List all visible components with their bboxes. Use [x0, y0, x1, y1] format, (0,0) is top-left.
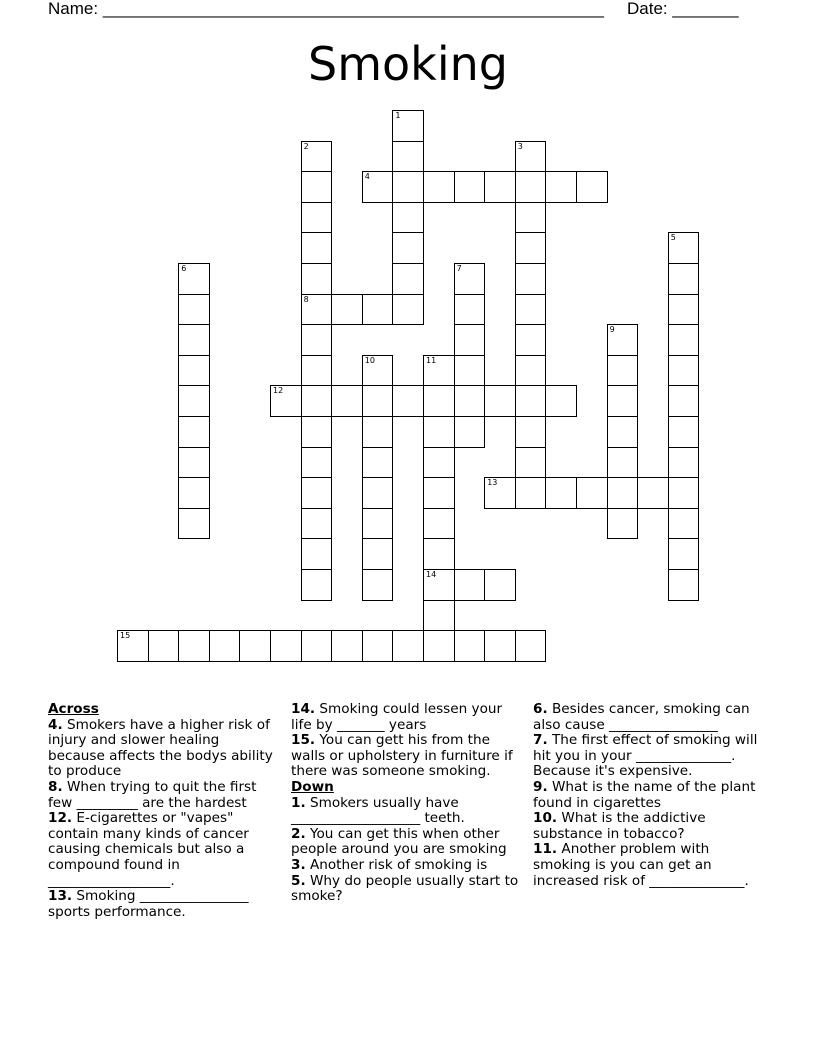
name-blank: _____________________________________________________ — [102, 0, 604, 18]
clue-text: Another risk of smoking is — [305, 856, 488, 873]
clue-number: 2. — [291, 825, 306, 842]
grid-cell[interactable] — [301, 385, 333, 417]
grid-cell[interactable] — [301, 355, 333, 387]
grid-cell[interactable] — [454, 630, 486, 662]
clue-number: 14. — [291, 701, 316, 717]
grid-cell[interactable] — [117, 630, 149, 662]
cell-number: 6 — [181, 264, 187, 273]
grid-cell[interactable] — [515, 171, 547, 203]
clue-text: The first effect of smoking will hit you in your ______________. Because it's expensive. — [533, 732, 758, 780]
grid-cell[interactable] — [637, 477, 669, 509]
grid-cell[interactable] — [515, 447, 547, 479]
grid-cell[interactable] — [301, 232, 333, 264]
grid-cell[interactable] — [484, 171, 516, 203]
grid-cell[interactable] — [668, 447, 700, 479]
across-clue-8 — [48, 780, 276, 811]
grid-cell[interactable] — [484, 385, 516, 417]
grid-cell[interactable] — [454, 569, 486, 601]
down-clue-3 — [291, 858, 519, 874]
grid-cell[interactable] — [362, 416, 394, 448]
grid-cell[interactable] — [545, 171, 577, 203]
clue-text: Smoking ________________ sports performance. — [48, 888, 249, 920]
cell-number: 9 — [609, 325, 615, 335]
clue-number: 11. — [533, 841, 558, 858]
grid-cell[interactable] — [178, 416, 210, 448]
grid-cell[interactable] — [301, 324, 333, 356]
clue-number: 5. — [291, 872, 306, 889]
grid-cell[interactable] — [362, 538, 394, 570]
grid-cell[interactable] — [515, 294, 547, 326]
puzzle-title: Smoking — [308, 37, 508, 91]
grid-cell[interactable] — [454, 416, 486, 448]
clue-text: You can get this when other people around you are smoking — [291, 825, 507, 858]
clue-text: When trying to quit the first few _________ are the hardest — [48, 778, 257, 811]
grid-cell[interactable] — [178, 508, 210, 540]
down-clue-10 — [533, 811, 761, 842]
grid-cell[interactable] — [423, 569, 455, 601]
grid-cell[interactable] — [362, 630, 394, 662]
grid-cell[interactable] — [301, 416, 333, 448]
grid-cell[interactable] — [423, 416, 455, 448]
clue-text: Smokers usually have ___________________ teeth. — [291, 794, 465, 827]
cell-number: 12 — [273, 386, 284, 396]
name-label: Name: — [48, 0, 99, 18]
grid-cell[interactable] — [331, 294, 363, 326]
clue-number: 4. — [48, 716, 63, 733]
grid-cell[interactable] — [668, 508, 700, 540]
clue-text: Besides cancer, smoking can also cause ________________ — [533, 701, 750, 733]
grid-cell[interactable] — [362, 569, 394, 601]
cell-number: 11 — [426, 355, 437, 365]
grid-cell[interactable] — [515, 324, 547, 356]
grid-cell[interactable] — [270, 630, 302, 662]
clue-number: 12. — [48, 810, 73, 827]
grid-cell[interactable] — [668, 324, 700, 356]
grid-cell[interactable] — [301, 447, 333, 479]
clues-column-2 — [291, 702, 519, 905]
grid-cell[interactable] — [576, 477, 608, 509]
clues-column-3 — [533, 702, 761, 889]
grid-cell[interactable] — [301, 630, 333, 662]
grid-cell[interactable] — [668, 263, 700, 295]
grid-cell[interactable] — [668, 294, 700, 326]
grid-cell[interactable] — [484, 630, 516, 662]
grid-cell[interactable] — [484, 569, 516, 601]
grid-cell[interactable] — [423, 171, 455, 203]
grid-cell[interactable] — [454, 385, 486, 417]
clue-number: 3. — [291, 856, 306, 873]
grid-cell[interactable] — [362, 477, 394, 509]
down-clue-2 — [291, 827, 519, 858]
cell-number: 13 — [487, 478, 498, 488]
grid-cell[interactable] — [178, 447, 210, 479]
grid-cell[interactable] — [362, 385, 394, 417]
grid-cell[interactable] — [607, 355, 639, 387]
grid-cell[interactable] — [392, 630, 424, 662]
down-heading: Down — [291, 778, 334, 795]
grid-cell[interactable] — [239, 630, 271, 662]
grid-cell[interactable] — [454, 294, 486, 326]
clue-text: Why do people usually start to smoke? — [291, 872, 519, 905]
down-clue-6 — [533, 702, 761, 733]
grid-cell[interactable] — [515, 355, 547, 387]
grid-cell[interactable] — [301, 538, 333, 570]
grid-cell[interactable] — [362, 508, 394, 540]
grid-cell[interactable] — [301, 294, 333, 326]
grid-cell[interactable] — [392, 294, 424, 326]
grid-cell[interactable] — [301, 508, 333, 540]
grid-cell[interactable] — [607, 385, 639, 417]
grid-cell[interactable] — [301, 171, 333, 203]
grid-cell[interactable] — [362, 171, 394, 203]
grid-cell[interactable] — [515, 202, 547, 234]
grid-cell[interactable] — [178, 477, 210, 509]
grid-cell[interactable] — [454, 355, 486, 387]
grid-cell[interactable] — [392, 110, 424, 142]
grid-cell[interactable] — [454, 263, 486, 295]
grid-cell[interactable] — [423, 630, 455, 662]
grid-cell[interactable] — [301, 263, 333, 295]
clue-number: 15. — [291, 732, 316, 749]
grid-cell[interactable] — [392, 385, 424, 417]
grid-cell[interactable] — [515, 263, 547, 295]
grid-cell[interactable] — [331, 385, 363, 417]
clue-text: What is the name of the plant found in cigarettes — [533, 778, 756, 811]
cell-number: 7 — [456, 264, 462, 273]
grid-cell[interactable] — [209, 630, 241, 662]
down-clue-9 — [533, 780, 761, 811]
clue-text: Another problem with smoking is you can get an increased risk of ______________. — [533, 841, 749, 889]
clue-number: 1. — [291, 794, 306, 811]
clue-text: Smokers have a higher risk of injury and slower healing because affects the bodys ability to produce — [48, 716, 273, 780]
clue-number: 7. — [533, 732, 548, 749]
grid-cell[interactable] — [454, 171, 486, 203]
cell-number: 5 — [670, 233, 676, 243]
cell-number: 10 — [364, 355, 375, 365]
clue-number: 6. — [533, 701, 548, 717]
down-clue-1 — [291, 796, 519, 827]
grid-cell[interactable] — [362, 294, 394, 326]
grid-cell[interactable] — [515, 385, 547, 417]
down-clue-11 — [533, 842, 761, 889]
down-clue-5 — [291, 874, 519, 905]
grid-cell[interactable] — [454, 324, 486, 356]
grid-cell[interactable] — [484, 477, 516, 509]
date-label: Date: — [627, 0, 668, 18]
grid-cell[interactable] — [668, 232, 700, 264]
grid-cell[interactable] — [301, 477, 333, 509]
grid-cell[interactable] — [515, 416, 547, 448]
grid-cell[interactable] — [515, 477, 547, 509]
grid-cell[interactable] — [178, 263, 210, 295]
across-clue-4 — [48, 718, 276, 780]
grid-cell[interactable] — [607, 508, 639, 540]
cell-number: 15 — [120, 631, 131, 641]
cell-number: 14 — [426, 570, 437, 579]
clue-text: Smoking could lessen your life by _______ years — [291, 701, 503, 733]
grid-cell[interactable] — [515, 630, 547, 662]
across-heading: Across — [48, 701, 99, 717]
grid-cell[interactable] — [668, 569, 700, 601]
down-clue-7 — [533, 733, 761, 780]
cell-number: 2 — [303, 141, 309, 151]
grid-cell[interactable] — [392, 202, 424, 234]
grid-cell[interactable] — [392, 263, 424, 295]
grid-cell[interactable] — [668, 477, 700, 509]
grid-cell[interactable] — [607, 447, 639, 479]
grid-cell[interactable] — [423, 477, 455, 509]
grid-cell[interactable] — [423, 447, 455, 479]
name-field[interactable] — [48, 0, 604, 18]
grid-cell[interactable] — [301, 569, 333, 601]
grid-cell[interactable] — [668, 385, 700, 417]
date-field[interactable] — [627, 0, 739, 18]
cell-number: 1 — [395, 111, 401, 120]
cell-number: 4 — [364, 172, 370, 182]
grid-cell[interactable] — [392, 141, 424, 173]
grid-cell[interactable] — [668, 538, 700, 570]
clue-text: What is the addictive substance in tobacco? — [533, 810, 706, 842]
grid-cell[interactable] — [668, 355, 700, 387]
grid-cell[interactable] — [423, 385, 455, 417]
clue-number: 10. — [533, 810, 558, 827]
grid-cell[interactable] — [301, 202, 333, 234]
grid-cell[interactable] — [362, 355, 394, 387]
clues-column-1 — [48, 702, 276, 920]
grid-cell[interactable] — [545, 477, 577, 509]
grid-cell[interactable] — [423, 538, 455, 570]
across-clue-12 — [48, 811, 276, 889]
grid-cell[interactable] — [392, 171, 424, 203]
date-blank: _______ — [672, 0, 739, 18]
grid-cell[interactable] — [178, 294, 210, 326]
across-clue-14 — [291, 702, 519, 733]
cell-number: 3 — [517, 141, 523, 151]
grid-cell[interactable] — [270, 385, 302, 417]
clue-text: E-cigarettes or "vapes" contain many kinds of cancer causing chemicals but also a compound found in __________________. — [48, 810, 249, 889]
grid-cell[interactable] — [178, 355, 210, 387]
grid-cell[interactable] — [178, 385, 210, 417]
grid-cell[interactable] — [392, 232, 424, 264]
grid-cell[interactable] — [331, 630, 363, 662]
grid-cell[interactable] — [515, 141, 547, 173]
grid-cell[interactable] — [423, 600, 455, 632]
across-clue-13 — [48, 889, 276, 920]
grid-cell[interactable] — [515, 232, 547, 264]
grid-cell[interactable] — [576, 171, 608, 203]
grid-cell[interactable] — [423, 355, 455, 387]
grid-cell[interactable] — [148, 630, 180, 662]
grid-cell[interactable] — [545, 385, 577, 417]
grid-cell[interactable] — [178, 630, 210, 662]
clue-number: 9. — [533, 778, 548, 795]
grid-cell[interactable] — [423, 508, 455, 540]
grid-cell[interactable] — [362, 447, 394, 479]
grid-cell[interactable] — [607, 477, 639, 509]
grid-cell[interactable] — [301, 141, 333, 173]
clue-number: 13. — [48, 888, 73, 905]
grid-cell[interactable] — [607, 324, 639, 356]
clue-number: 8. — [48, 778, 63, 795]
clue-text: You can gett his from the walls or upholstery in furniture if there was someone smoking. — [291, 732, 513, 780]
cell-number: 8 — [303, 294, 309, 304]
grid-cell[interactable] — [668, 416, 700, 448]
grid-cell[interactable] — [607, 416, 639, 448]
across-clue-15 — [291, 733, 519, 780]
grid-cell[interactable] — [178, 324, 210, 356]
